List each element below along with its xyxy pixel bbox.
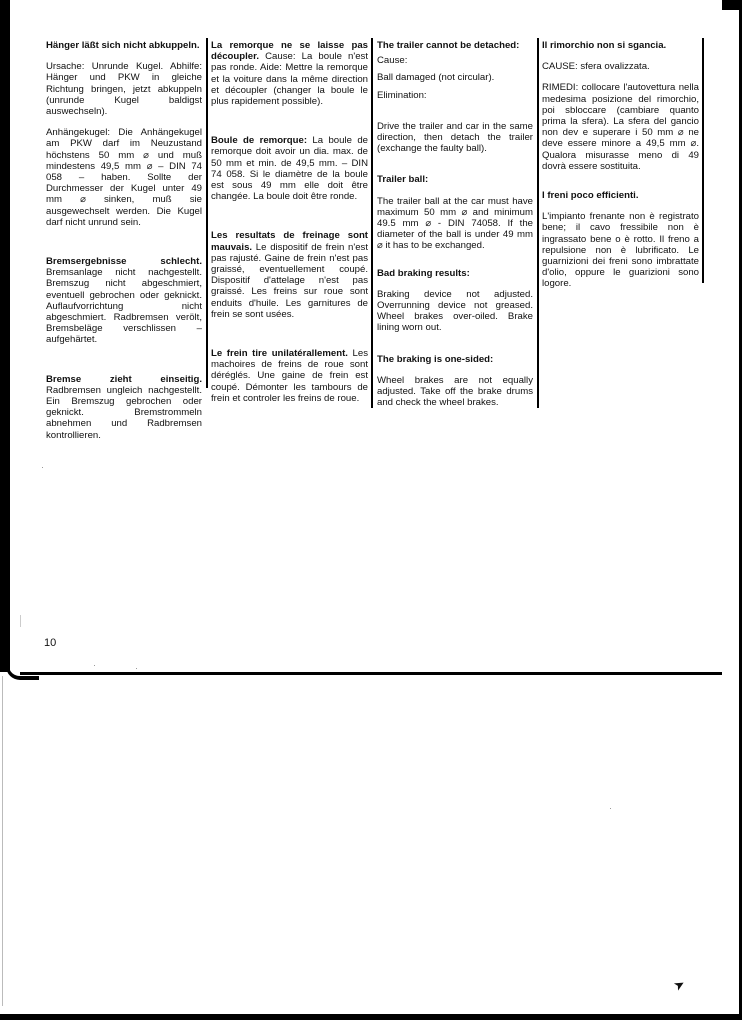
scan-corner-curve [6, 650, 39, 680]
section-title: Il rimorchio non si sgancia. [542, 40, 667, 51]
section-paragraph [211, 135, 368, 202]
cause-text: Ball damaged (not circular). [377, 72, 495, 84]
section-title: The braking is one-sided: [377, 353, 494, 365]
section-body: The trailer ball at the car must have maximum 50 mm ⌀ and minimum 49.5 mm ⌀ - DIN 74058. If the diameter of the ball is under 49 mm ⌀ it has to be exchanged. [377, 195, 533, 252]
scan-bottom-border [0, 1014, 742, 1020]
section-body: Le dispositif de frein n'est pas rajusté. Gaine de frein n'est pas graissé, eventuellement coupé. Dispositif d'attelage n'est pas graissé. Les freins sur roue sont enduits d'huile. Les garnitures de frein se sont usées. [211, 241, 368, 320]
section-body: Anhängekugel: Die Anhängekugel am PKW darf im Neuzustand höchstens 50 mm ⌀ und muß mindestens 49,5 mm ⌀ – DIN 74 058 – haben. Sollte der Durchmesser der Kugel unter 49 mm ⌀ sinken, muß sie ausgewechselt werden. Die Kugel darf nicht unrund sein. [46, 127, 202, 228]
section-body: Wheel brakes are not equally adjusted. Take off the brake drums and check the wheel brakes. [377, 374, 533, 409]
scan-lower-left-rule [2, 676, 3, 1006]
scan-speck [20, 615, 21, 627]
column-italian [542, 40, 699, 300]
section-body: Bremsanlage nicht nachgestellt. Bremszug nicht abgeschmiert, eventuell gebrochen oder geknickt. Auflaufvorrichtung nicht abgeschmiert. Radbremsen verölt, Bremsbeläge verschlissen – aufgehärtet. [46, 267, 202, 346]
scan-speck [94, 665, 95, 666]
section-paragraph [46, 374, 202, 441]
section-title: Boule de remorque: [211, 135, 308, 147]
section-title: The trailer cannot be detached: [377, 40, 520, 51]
section-body: Les machoires de freins de roue sont déréglés. Une gaine de frein est coupé. Démonter les tambours de frein et controler les freins de roue. [211, 348, 368, 404]
section-title: Le frein tire unilatérallement. [211, 348, 348, 360]
section-body: RIMEDI: collocare l'autovettura nella medesima posizione del rimorchio, poi sbloccare (cambiare quanto prima la sfera). La sfera del gancio non dev e superare i 50 mm ⌀ ne deve essere minore a 49,5 mm ⌀. Qualora misurasse meno di 49 dovrà essere sostituita. [542, 82, 699, 172]
section-body: Braking device not adjusted. Overrunning device not greased. Wheel brakes over-oiled. Brake lining worn out. [377, 288, 533, 334]
section-paragraph [211, 230, 368, 320]
section-title: Hänger läßt sich nicht abkuppeln. [46, 40, 200, 51]
section-title: Les resultats de freinage sont mauvais. [211, 230, 368, 253]
section-title: I freni poco efficienti. [542, 190, 639, 202]
section-title: Bremsergebnisse schlecht. [46, 256, 202, 268]
corner-arrow-icon: ➤ [670, 975, 688, 994]
section-body: L'impianto frenante non è registrato bene; il cavo fressibile non è ingrassato bene o è rotto. Il freno a repulsione non è lubrificato. Le guarnizioni dei freni sono imbrattate d'olio, oppure le guarizioni sono logore. [542, 211, 699, 290]
column-german [46, 40, 202, 451]
section-title: La remorque ne se laisse pas découpler. [211, 40, 368, 63]
scan-speck [610, 808, 611, 809]
column-divider-1 [206, 38, 208, 388]
page-number: 10 [44, 637, 57, 649]
section-title: Bad braking results: [377, 267, 470, 279]
section-paragraph [46, 256, 202, 346]
elimination-text: Drive the trailer and car in the same direction, then detach the trailer (exchange the faulty ball). [377, 120, 533, 155]
section-body: La boule de remorque doit avoir un dia. max. de 50 mm et min. de 49,5 mm. – DIN 74 058. Si le diamètre de la boule est sous 49 mm elle doit être changée. La boule doit être ronde. [211, 135, 368, 203]
column-divider-2 [371, 38, 373, 408]
section-paragraph [211, 40, 368, 107]
section-body: Cause: La boule n'est pas ronde. Aide: Mettre la remorque et la voiture dans la même direction et découpler (changer la boule le plus rapidement possible). [211, 51, 368, 108]
section-title: Bremse zieht einseitig. [46, 373, 202, 385]
cause-label: Cause: [377, 55, 408, 67]
column-english [377, 40, 533, 418]
column-divider-3 [537, 38, 539, 408]
section-body: Ursache: Unrunde Kugel. Abhilfe: Hänger und PKW in gleiche Richtung bringen, jetzt abkuppeln (unrunde Kugel baldigst auswechseln). [46, 61, 202, 118]
section-paragraph [211, 348, 368, 404]
cause-text: CAUSE: sfera ovalizzata. [542, 61, 650, 73]
column-divider-4 [702, 38, 704, 283]
page-bottom-rule [20, 672, 722, 675]
section-body: Radbremsen ungleich nachgestellt. Ein Bremszug gebrochen oder geknickt. Bremstrommeln abnehmen und Radbremsen kontrollieren. [46, 384, 202, 441]
elimination-label: Elimination: [377, 89, 427, 101]
section-title: Trailer ball: [377, 174, 429, 186]
scan-left-border [0, 0, 10, 672]
column-french [211, 40, 368, 414]
scan-speck [136, 668, 137, 669]
scan-speck [42, 467, 43, 468]
